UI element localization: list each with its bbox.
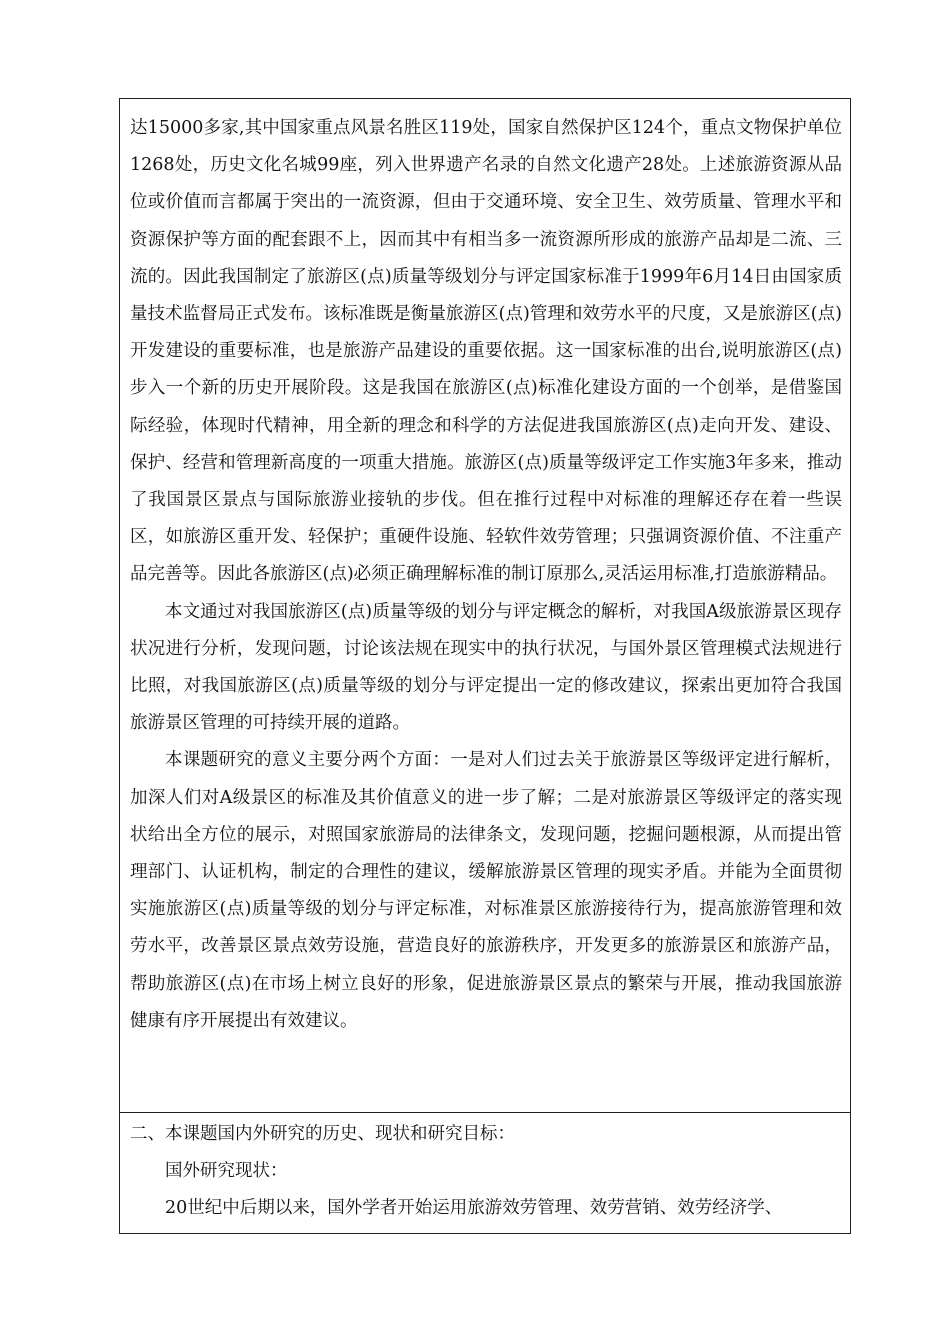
document-table — [119, 98, 851, 1234]
cell-text — [130, 110, 842, 1040]
cell-text — [130, 1116, 842, 1228]
section-heading: 二、本课题国内外研究的历史、现状和研究目标： — [130, 1124, 515, 1144]
subsection-heading: 国外研究现状： — [165, 1161, 288, 1182]
paragraph-research-significance: 本课题研究的意义主要分两个方面：一是对人们过去关于旅游景区等级评定进行解析，加深人们对A级景区的标准及其价值意义的进一步了解；二是对旅游景区等级评定的落实现状给出全方位的展示，对照国家旅游局的法律条文，发现问题，挖掘问题根源，从而提出管理部门、认证机构，制定的合理性的建议，缓解旅游景区管理的现实矛盾。并能为全面贯彻实施旅游区(点)质量等级的划分与评定标准，对标准景区旅游接待行为，提高旅游管理和效劳水平，改善景区景点效劳设施，营造良好的旅游秩序，开发更多的旅游景区和旅游产品，帮助旅游区(点)在市场上树立良好的形象，促进旅游景区景点的繁荣与开展，推动我国旅游健康有序开展提出有效建议。 — [130, 750, 842, 1031]
table-cell-significance — [120, 99, 850, 1113]
paragraph-foreign-research: 20世纪中后期以来，国外学者开始运用旅游效劳管理、效劳营销、效劳经济学、 — [165, 1198, 783, 1219]
paragraph-tourism-resources: 达15000多家,其中国家重点风景名胜区119处，国家自然保护区124个，重点文物保护单位1268处，历史文化名城99座，列入世界遗产名录的自然文化遗产28处。上述旅游资源从品位或价值而言都属于突出的一流资源，但由于交通环境、安全卫生、效劳质量、管理水平和资源保护等方面的配套跟不上，因而其中有相当多一流资源所形成的旅游产品却是二流、三流的。因此我国制定了旅游区(点)质量等级划分与评定国家标准于1999年6月14日由国家质量技术监督局正式发布。该标准既是衡量旅游区(点)管理和效劳水平的尺度，又是旅游区(点)开发建设的重要标准，也是旅游产品建设的重要依据。这一国家标准的出台,说明旅游区(点)步入一个新的历史开展阶段。这是我国在旅游区(点)标准化建设方面的一个创举，是借鉴国际经验，体现时代精神，用全新的理念和科学的方法促进我国旅游区(点)走向开发、建设、保护、经营和管理新高度的一项重大措施。旅游区(点)质量等级评定工作实施3年多来，推动了我国景区景点与国际旅游业接轨的步伐。但在推行过程中对标准的理解还存在着一些误区，如旅游区重开发、轻保护；重硬件设施、轻软件效劳管理；只强调资源价值、不注重产品完善等。因此各旅游区(点)必须正确理解标准的制订原那么,灵活运用标准,打造旅游精品。 — [130, 118, 842, 585]
paragraph-paper-overview: 本文通过对我国旅游区(点)质量等级的划分与评定概念的解析，对我国A级旅游景区现存状况进行分析，发现问题，讨论该法规在现实中的执行状况，与国外景区管理模式法规进行比照，对我国旅游区(点)质量等级的划分与评定提出一定的修改建议，探索出更加符合我国旅游景区管理的可持续开展的道路。 — [130, 601, 842, 734]
table-cell-research-history — [120, 1113, 850, 1233]
